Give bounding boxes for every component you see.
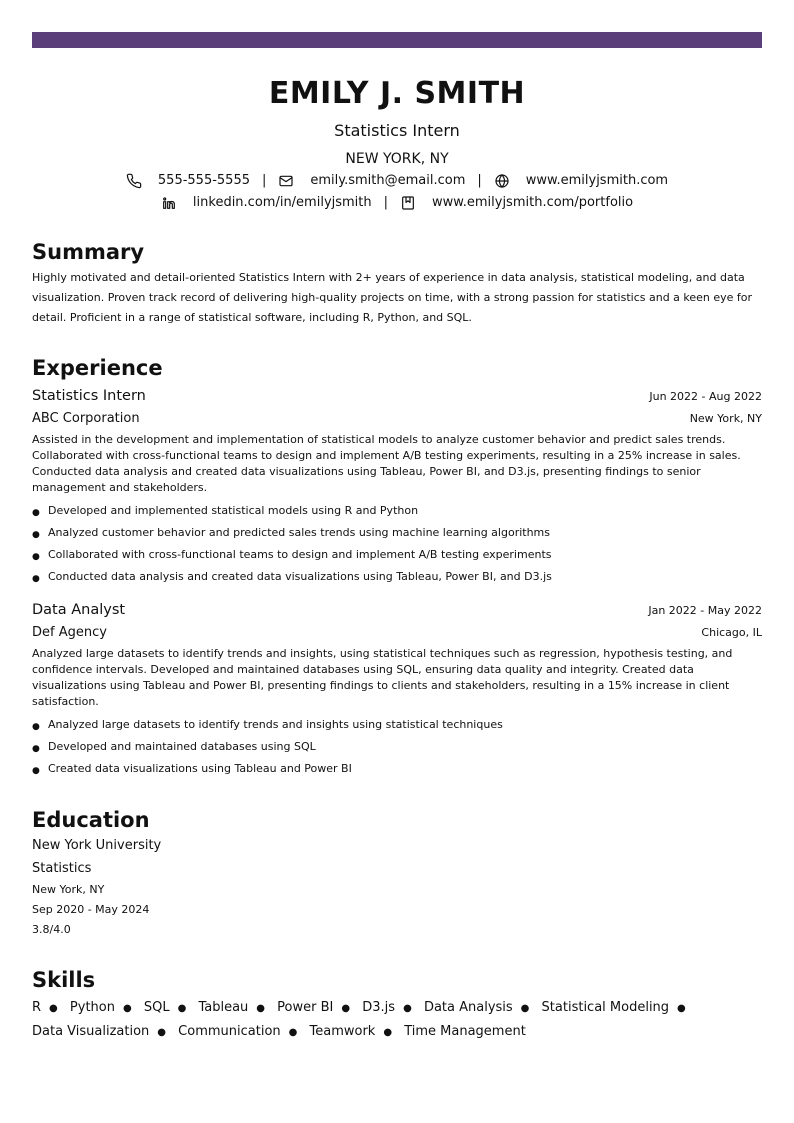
list-item: ● Developed and maintained databases using SQL bbox=[32, 736, 762, 758]
phone-icon bbox=[126, 173, 142, 189]
list-item: ● Created data visualizations using Tableau and Power BI bbox=[32, 758, 762, 780]
job-bullets bbox=[32, 500, 762, 588]
skill-item: Tableau ● bbox=[198, 1000, 266, 1015]
list-item: ● Analyzed large datasets to identify trends and insights using statistical techniques bbox=[32, 714, 762, 736]
skill-item: D3.js ● bbox=[362, 1000, 412, 1015]
job-title: Statistics Intern bbox=[32, 388, 146, 404]
skills-list bbox=[32, 996, 762, 1044]
skill-item: Statistical Modeling ● bbox=[541, 1000, 686, 1015]
candidate-location: NEW YORK, NY bbox=[345, 151, 449, 167]
skill-item: Data Visualization ● bbox=[32, 1024, 167, 1039]
experience-heading: Experience bbox=[32, 356, 163, 380]
education-location: New York, NY bbox=[32, 883, 105, 896]
website-text: www.emilyjsmith.com bbox=[525, 173, 669, 188]
website-item[interactable] bbox=[494, 172, 668, 190]
job-description: Analyzed large datasets to identify trends and insights, using statistical techniques such as regression, hypothesis testing, and confidence intervals. Developed and maintained databases using SQL, ensuring data quality and integrity. Created data visualizations using Tableau and Power BI, presenting findings to clients and stakeholders, resulting in a 15% increase in client satisfaction. bbox=[32, 647, 733, 708]
contact-separator: | bbox=[262, 173, 267, 188]
job-entry bbox=[32, 600, 762, 780]
skills-heading: Skills bbox=[32, 968, 96, 992]
contact-separator: | bbox=[477, 173, 482, 188]
skill-item: Python ● bbox=[69, 1000, 132, 1015]
portfolio-item[interactable] bbox=[400, 194, 633, 212]
bookmark-icon bbox=[400, 195, 416, 211]
job-dates: Jan 2022 - May 2022 bbox=[648, 604, 762, 617]
job-company: Def Agency bbox=[32, 625, 107, 640]
skill-item: Power BI ● bbox=[277, 1000, 351, 1015]
candidate-name: EMILY J. SMITH bbox=[268, 76, 526, 111]
summary-text: Highly motivated and detail-oriented Statistics Intern with 2+ years of experience in data analysis, statistical modeling, and data visualization. Proven track record of delivering high-quality projects on time, with a strong passion for statistics and a keen eye for detail. Proficient in a range of statistical software, including R, Python, and SQL. bbox=[32, 271, 753, 324]
contact-row-2 bbox=[32, 194, 762, 212]
education-gpa: 3.8/4.0 bbox=[32, 923, 71, 936]
job-bullets bbox=[32, 714, 762, 780]
education-school: New York University bbox=[32, 838, 162, 853]
mail-icon bbox=[278, 173, 294, 189]
summary-heading: Summary bbox=[32, 240, 145, 264]
phone-text: 555-555-5555 bbox=[157, 173, 250, 188]
education-dates: Sep 2020 - May 2024 bbox=[32, 903, 150, 916]
accent-bar bbox=[32, 32, 762, 48]
candidate-title: Statistics Intern bbox=[334, 121, 460, 140]
linkedin-icon bbox=[161, 195, 177, 211]
contact-row-1 bbox=[32, 172, 762, 190]
resume-page bbox=[32, 48, 762, 1044]
job-entry bbox=[32, 386, 762, 588]
email-item[interactable] bbox=[278, 172, 465, 190]
skill-item: Teamwork ● bbox=[309, 1024, 393, 1039]
skill-item: SQL ● bbox=[143, 1000, 187, 1015]
email-text: emily.smith@email.com bbox=[310, 173, 466, 188]
job-dates: Jun 2022 - Aug 2022 bbox=[649, 390, 762, 403]
contact-separator: | bbox=[383, 195, 389, 210]
list-item: ● Analyzed customer behavior and predicted sales trends using machine learning algorithms bbox=[32, 522, 762, 544]
portfolio-text: www.emilyjsmith.com/portfolio bbox=[432, 195, 634, 210]
list-item: ● Collaborated with cross-functional teams to design and implement A/B testing experiments bbox=[32, 544, 762, 566]
job-company: ABC Corporation bbox=[32, 411, 140, 426]
job-location: New York, NY bbox=[689, 412, 762, 425]
job-title: Data Analyst bbox=[32, 602, 126, 618]
list-item: ● Conducted data analysis and created data visualizations using Tableau, Power BI, and D3.js bbox=[32, 566, 762, 588]
list-item: ● Developed and implemented statistical models using R and Python bbox=[32, 500, 762, 522]
skill-item: Communication ● bbox=[178, 1024, 298, 1039]
education-heading: Education bbox=[32, 808, 150, 832]
education-degree: Statistics bbox=[32, 861, 92, 876]
job-description: Assisted in the development and implementation of statistical models to analyze customer behavior and predict sales trends. Collaborated with cross-functional teams to design and implement A/B testing experiments, resulting in a 25% increase in sales. Conducted data analysis and created data visualizations using Tableau, Power BI, and D3.js, presenting findings to senior management and stakeholders. bbox=[32, 433, 741, 494]
skill-item: Time Management bbox=[404, 1024, 526, 1039]
skill-item: R ● bbox=[32, 1000, 58, 1015]
linkedin-item[interactable] bbox=[161, 194, 372, 212]
job-location: Chicago, IL bbox=[701, 626, 762, 639]
phone-item[interactable] bbox=[126, 172, 250, 190]
linkedin-text: linkedin.com/in/emilyjsmith bbox=[192, 195, 372, 210]
skill-item: Data Analysis ● bbox=[423, 1000, 530, 1015]
globe-icon bbox=[494, 173, 510, 189]
